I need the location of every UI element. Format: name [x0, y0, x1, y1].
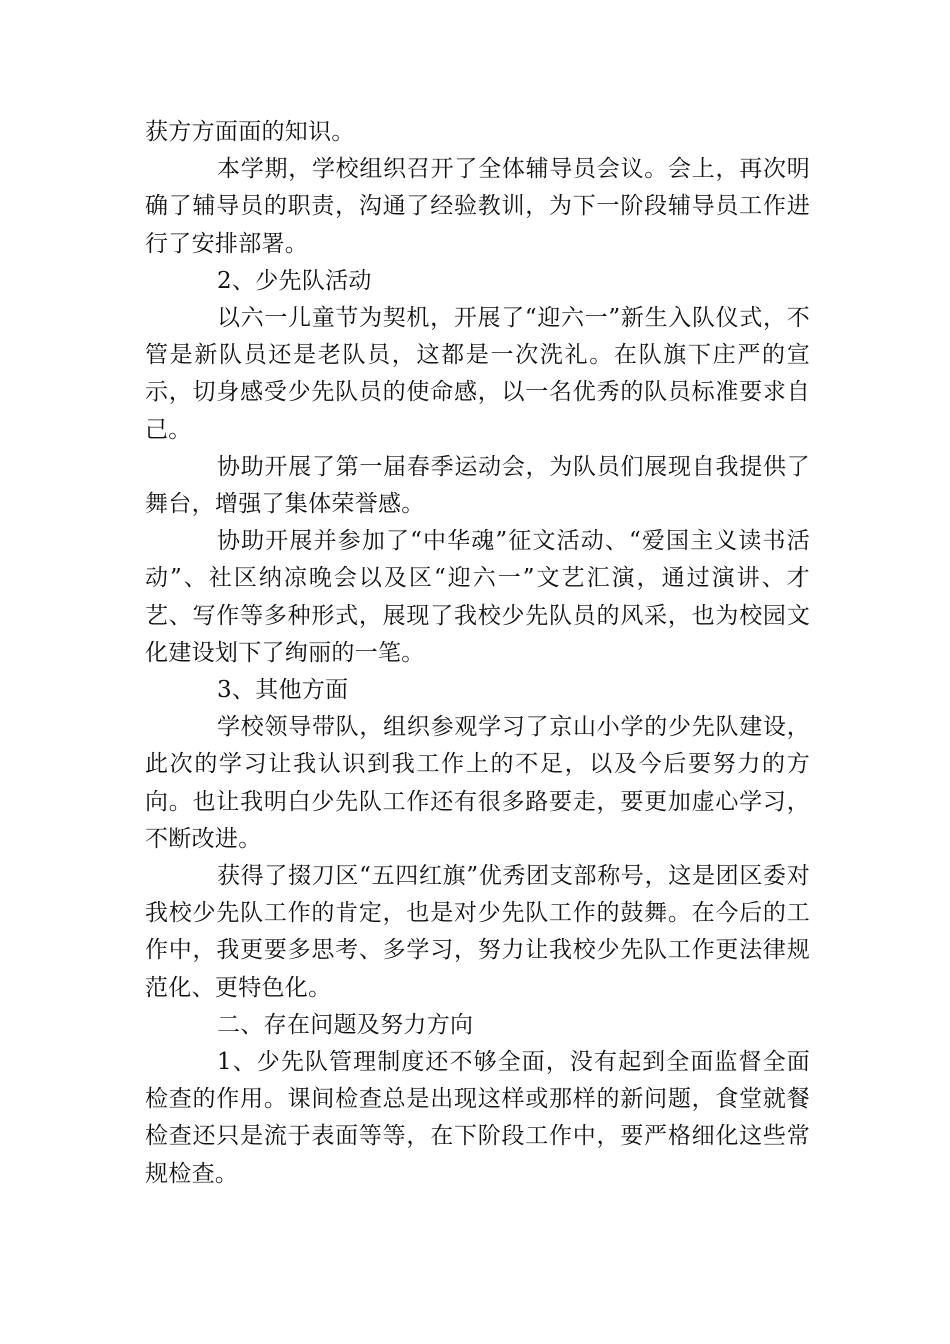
paragraph-childrens-day: 以六一儿童节为契机，开展了“迎六一”新生入队仪式，不管是新队员还是老队员，这都是一次洗礼。在队旗下庄严的宣示，切身感受少先队员的使命感，以一名优秀的队员标准要求自己。 — [145, 305, 810, 443]
document-body — [145, 114, 810, 1193]
paragraph-sports-meet: 协助开展了第一届春季运动会，为队员们展现自我提供了舞台，增强了集体荣誉感。 — [145, 453, 810, 518]
paragraph-study-visit: 学校领导带队，组织参观学习了京山小学的少先队建设，此次的学习让我认识到我工作上的不足，以及今后要努力的方向。也让我明白少先队工作还有很多路要走，要更加虚心学习，不断改进。 — [145, 714, 810, 852]
section-heading-problems: 二、存在问题及努力方向 — [217, 1011, 474, 1038]
paragraph-essay-activities: 协助开展并参加了“中华魂”征文活动、“爱国主义读书活动”、社区纳凉晚会以及区“迎六一”文艺汇演，通过演讲、才艺、写作等多种形式，展现了我校少先队员的风采，也为校园文化建设划下了绚丽的一笔。 — [145, 528, 810, 666]
paragraph-management-system: 1、少先队管理制度还不够全面，没有起到全面监督全面检查的作用。课间检查总是出现这样或那样的新问题，食堂就餐检查还只是流于表面等等，在下阶段工作中，要严格细化这些常规检查。 — [145, 1049, 810, 1187]
paragraph-counselor-meeting: 本学期，学校组织召开了全体辅导员会议。会上，再次明确了辅导员的职责，沟通了经验教训，为下一阶段辅导员工作进行了安排部署。 — [145, 156, 810, 257]
section-heading-activities: 2、少先队活动 — [217, 267, 372, 294]
paragraph-continuation: 获方方面面的知识。 — [145, 119, 355, 145]
section-heading-other: 3、其他方面 — [217, 677, 349, 704]
paragraph-red-flag-award: 获得了掇刀区“五四红旗”优秀团支部称号，这是团区委对我校少先队工作的肯定，也是对少先队工作的鼓舞。在今后的工作中，我更要多思考、多学习，努力让我校少先队工作更法律规范化、更特色化。 — [145, 863, 810, 1001]
